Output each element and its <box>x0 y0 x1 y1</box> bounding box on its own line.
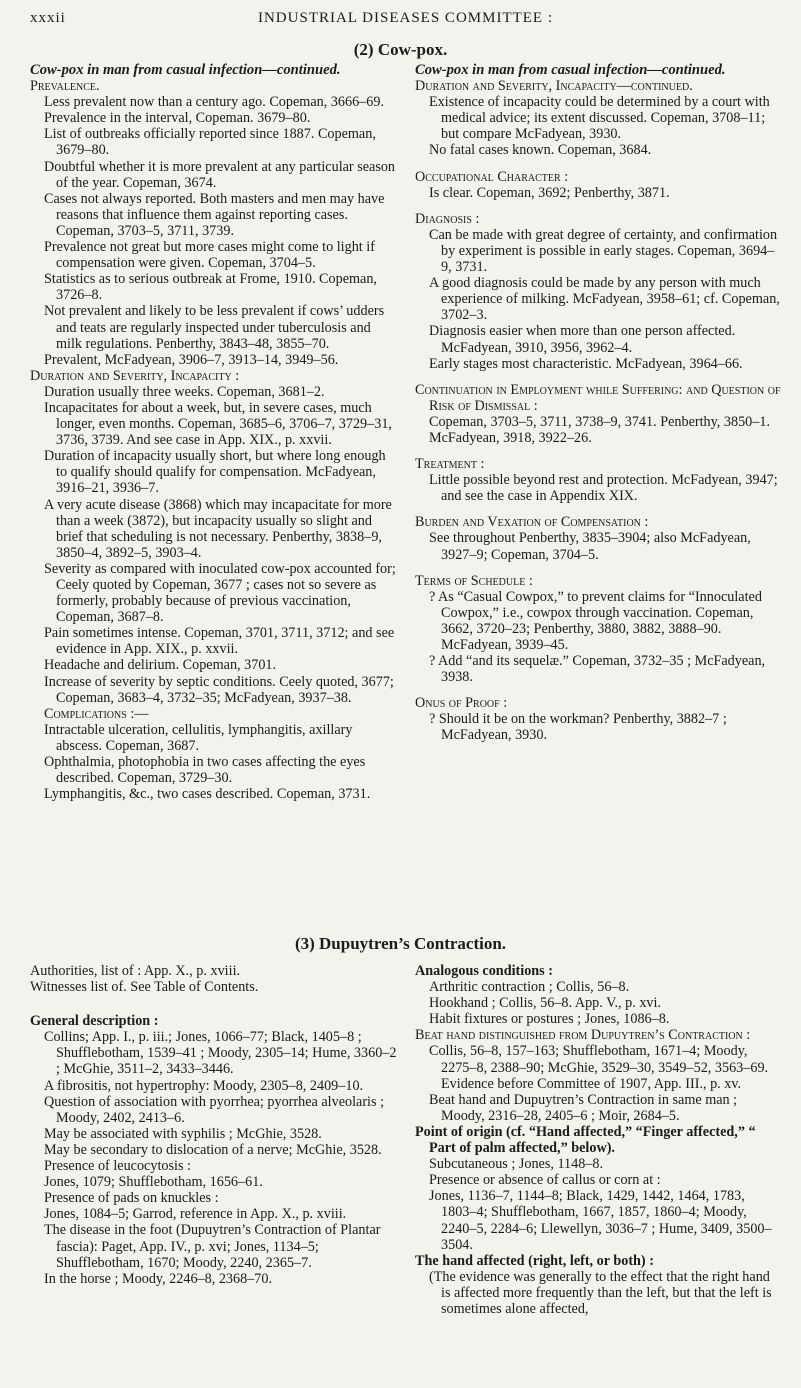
entry-line: Doubtful whether it is more prevalent at any particular season of the year. Copeman, 3674. <box>44 158 396 191</box>
entry-heading: Cow-pox in man from casual infection—continued. <box>415 62 726 78</box>
entry-line: Ophthalmia, photophobia in two cases affecting the eyes described. Copeman, 3729–30. <box>44 754 366 787</box>
entry-line: Hookhand ; Collis, 56–8. App. V., p. xvi. <box>429 995 662 1012</box>
running-title: INDUSTRIAL DISEASES COMMITTEE : <box>257 10 554 26</box>
entry-heading: Continuation in Employment while Suffering: and Question of Risk of Dismissal : <box>415 381 781 414</box>
entry-line: McFadyean, 3918, 3922–26. <box>429 429 592 446</box>
entry-line: Lymphangitis, &c., two cases described. Copeman, 3731. <box>44 786 371 803</box>
entry-heading: Duration and Severity, Incapacity : <box>30 367 240 384</box>
entry-heading: Prevalence. <box>30 78 100 95</box>
entry-line: Prevalence not great but more cases might come to light if compensation were given. Copeman, 3704–5. <box>44 239 375 272</box>
entry-line: A very acute disease (3868) which may incapacitate for more than a week (3872), but incapacity usually so slight and brief that scheduling is not necessary. Penberthy, 3838–9, 3850–4, 3892–5, 3903–4. <box>44 496 392 561</box>
entry-heading: Witnesses list of. See Table of Contents. <box>30 979 259 996</box>
entry-line: Collis, 56–8, 157–163; Shufflebotham, 1671–4; Moody, 2275–8, 2388–90; McGhie, 3529–30, 3549–52, 3563–69. Evidence before Committee of 1907, App. III., p. xv. <box>429 1043 769 1092</box>
dupuytren-left-column <box>30 963 397 1287</box>
entry-line: Jones, 1084–5; Garrod, reference in App. X., p. xviii. <box>44 1206 347 1223</box>
entry-line: Arthritic contraction ; Collis, 56–8. <box>429 979 630 996</box>
entry-heading: General description : <box>30 1013 159 1030</box>
cow-pox-right-column <box>415 62 781 744</box>
entry-line: Severity as compared with inoculated cow-pox accounted for; Ceely quoted by Copeman, 3677 ; cases not so severe as formerly, probably because of previous vaccination, Copeman, 3687–8. <box>44 560 396 626</box>
cow-pox-left-column <box>30 62 397 802</box>
entry-line: The disease in the foot (Dupuytren’s Contraction of Plantar fascia): Paget, App. IV., p. xvi; Jones, 1134–5; Shufflebotham, 1670; Moody, 2240, 2365–7. <box>44 1222 381 1271</box>
entry-line: Complications :— <box>44 705 149 722</box>
section-2-title: (2) Cow-pox. <box>353 40 448 59</box>
entry-line: May be secondary to dislocation of a nerve; McGhie, 3528. <box>44 1141 382 1158</box>
spacer <box>415 201 781 211</box>
entry-line: Duration usually three weeks. Copeman, 3681–2. <box>44 383 325 400</box>
spacer <box>415 504 781 514</box>
dupuytren-right-column <box>415 963 781 1317</box>
entry-heading: The hand affected (right, left, or both) : <box>415 1252 654 1269</box>
page-number: xxxii <box>30 10 66 26</box>
entry-line: Intractable ulceration, cellulitis, lymphangitis, axillary abscess. Copeman, 3687. <box>44 721 353 754</box>
entry-line: (The evidence was generally to the effect that the right hand is affected more frequently than the left, but that the left is sometimes alone affected, <box>429 1268 772 1317</box>
entry-line: Less prevalent now than a century ago. Copeman, 3666–69. <box>44 94 385 111</box>
spacer <box>30 995 397 1013</box>
entry-line: List of outbreaks officially reported since 1887. Copeman, 3679–80. <box>44 126 376 159</box>
entry-heading: Point of origin (cf. “Hand affected,” “Finger affected,” “ Part of palm affected,” below). <box>415 1123 756 1157</box>
spacer <box>415 159 781 169</box>
entry-line: Statistics as to serious outbreak at Frome, 1910. Copeman, 3726–8. <box>44 271 377 304</box>
entry-heading: Cow-pox in man from casual infection—continued. <box>30 62 341 78</box>
entry-heading: Treatment : <box>415 456 485 473</box>
entry-line: Jones, 1079; Shufflebotham, 1656–61. <box>44 1174 263 1191</box>
entry-line: Diagnosis easier when more than one person affected. McFadyean, 3910, 3956, 3962–4. <box>429 323 736 356</box>
entry-line: A fibrositis, not hypertrophy: Moody, 2305–8, 2409–10. <box>44 1077 364 1094</box>
spacer <box>415 563 781 573</box>
entry-line: Cases not always reported. Both masters and men may have reasons that influence them against reporting cases. Copeman, 3703–5, 3711, 3739. <box>44 190 385 239</box>
entry-line: Increase of severity by septic conditions. Ceely quoted, 3677; Copeman, 3683–4, 3732–35; McFadyean, 3937–38. <box>44 673 394 706</box>
entry-line: Early stages most characteristic. McFadyean, 3964–66. <box>429 355 743 372</box>
section-3-title: (3) Dupuytren’s Contraction. <box>294 934 507 953</box>
entry-line: Headache and delirium. Copeman, 3701. <box>44 657 277 674</box>
spacer <box>415 685 781 695</box>
entry-line: May be associated with syphilis ; McGhie, 3528. <box>44 1125 322 1142</box>
entry-line: Can be made with great degree of certainty, and confirmation by experiment is possible in early stages. Copeman, 3694–9, 3731. <box>429 226 778 276</box>
entry-line: ? Should it be on the workman? Penberthy, 3882–7 ; McFadyean, 3930. <box>429 711 727 744</box>
entry-heading: Diagnosis : <box>415 210 480 227</box>
entry-line: Little possible beyond rest and protection. McFadyean, 3947; and see the case in Appendix XIX. <box>429 472 778 505</box>
entry-heading: Occupational Character : <box>415 168 569 185</box>
entry-line: Subcutaneous ; Jones, 1148–8. <box>429 1156 604 1173</box>
entry-line: Presence of pads on knuckles : <box>44 1190 219 1207</box>
entry-line: Duration of incapacity usually short, but where long enough to qualify should qualify for compensation. McFadyean, 3916–21, 3936–7. <box>44 448 386 497</box>
entry-line: Jones, 1136–7, 1144–8; Black, 1429, 1442, 1464, 1783, 1803–4; Shufflebotham, 1667, 1857, 1860–4; Moody, 2240–5, 2284–6; Llewellyn, 3036–7 ; Hume, 3409, 3500–3504. <box>429 1188 772 1253</box>
entry-heading: Duration and Severity, Incapacity—continued. <box>415 78 693 95</box>
entry-heading: Burden and Vexation of Compensation : <box>415 514 649 531</box>
entry-line: Presence of leucocytosis : <box>44 1158 191 1175</box>
entry-heading: Beat hand distinguished from Dupuytren’s Contraction : <box>415 1027 751 1044</box>
entry-line: Collins; App. I., p. iii.; Jones, 1066–77; Black, 1405–8 ; Shufflebotham, 1539–41 ; Moody, 2305–14; Hume, 3360–2 ; McGhie, 3511–2, 3433–3446. <box>44 1029 397 1078</box>
entry-line: Habit fixtures or postures ; Jones, 1086–8. <box>429 1011 670 1028</box>
entry-line: Incapacitates for about a week, but, in severe cases, much longer, even months. Copeman, 3685–6, 3706–7, 3729–31, 3736, 3739. And see case in App. XIX., p. xxvii. <box>44 399 392 449</box>
entry-heading: Terms of Schedule : <box>415 572 533 589</box>
entry-line: Prevalence in the interval, Copeman. 3679–80. <box>44 110 311 127</box>
entry-line: Question of association with pyorrhea; pyorrhea alveolaris ; Moody, 2402, 2413–6. <box>44 1093 385 1126</box>
entry-line: No fatal cases known. Copeman, 3684. <box>429 142 652 159</box>
entry-heading: Onus of Proof : <box>415 695 508 712</box>
entry-line: Beat hand and Dupuytren’s Contraction in same man ; Moody, 2316–28, 2405–6 ; Moir, 2684–5. <box>429 1091 738 1124</box>
spacer <box>415 446 781 456</box>
entry-line: ? Add “and its sequelæ.” Copeman, 3732–35 ; McFadyean, 3938. <box>429 653 766 686</box>
entry-line: Is clear. Copeman, 3692; Penberthy, 3871. <box>429 184 670 201</box>
entry-line: Pain sometimes intense. Copeman, 3701, 3711, 3712; and see evidence in App. XIX., p. xxvii. <box>44 625 395 658</box>
entry-heading: Analogous conditions : <box>415 963 553 979</box>
entry-line: See throughout Penberthy, 3835–3904; also McFadyean, 3927–9; Copeman, 3704–5. <box>429 530 751 563</box>
entry-line: Prevalent, McFadyean, 3906–7, 3913–14, 3949–56. <box>44 351 339 368</box>
entry-line: A good diagnosis could be made by any person with much experience of milking. McFadyean, 3958–61; cf. Copeman, 3702–3. <box>429 275 780 324</box>
entry-heading: Authorities, list of : App. X., p. xviii. <box>30 963 241 979</box>
entry-line: Presence or absence of callus or corn at : <box>429 1172 661 1189</box>
entry-line: ? As “Casual Cowpox,” to prevent claims for “Innoculated Cowpox,” i.e., cowpox through vaccination. Copeman, 3662, 3720–23; Penberthy, 3880, 3882, 3888–90. McFadyean, 3939–45. <box>429 588 762 653</box>
page-header <box>30 10 781 30</box>
entry-line: Existence of incapacity could be determined by a court with medical advice; its extent discussed. Copeman, 3708–11; but compare McFadyean, 3930. <box>429 94 770 143</box>
entry-line: In the horse ; Moody, 2246–8, 2368–70. <box>44 1270 273 1287</box>
entry-line: Copeman, 3703–5, 3711, 3738–9, 3741. Penberthy, 3850–1. <box>429 413 770 430</box>
entry-line: Not prevalent and likely to be less prevalent if cows’ udders and teats are regularly inspected under tuberculosis and milk regulations. Penberthy, 3843–48, 3855–70. <box>44 303 385 352</box>
spacer <box>415 372 781 382</box>
